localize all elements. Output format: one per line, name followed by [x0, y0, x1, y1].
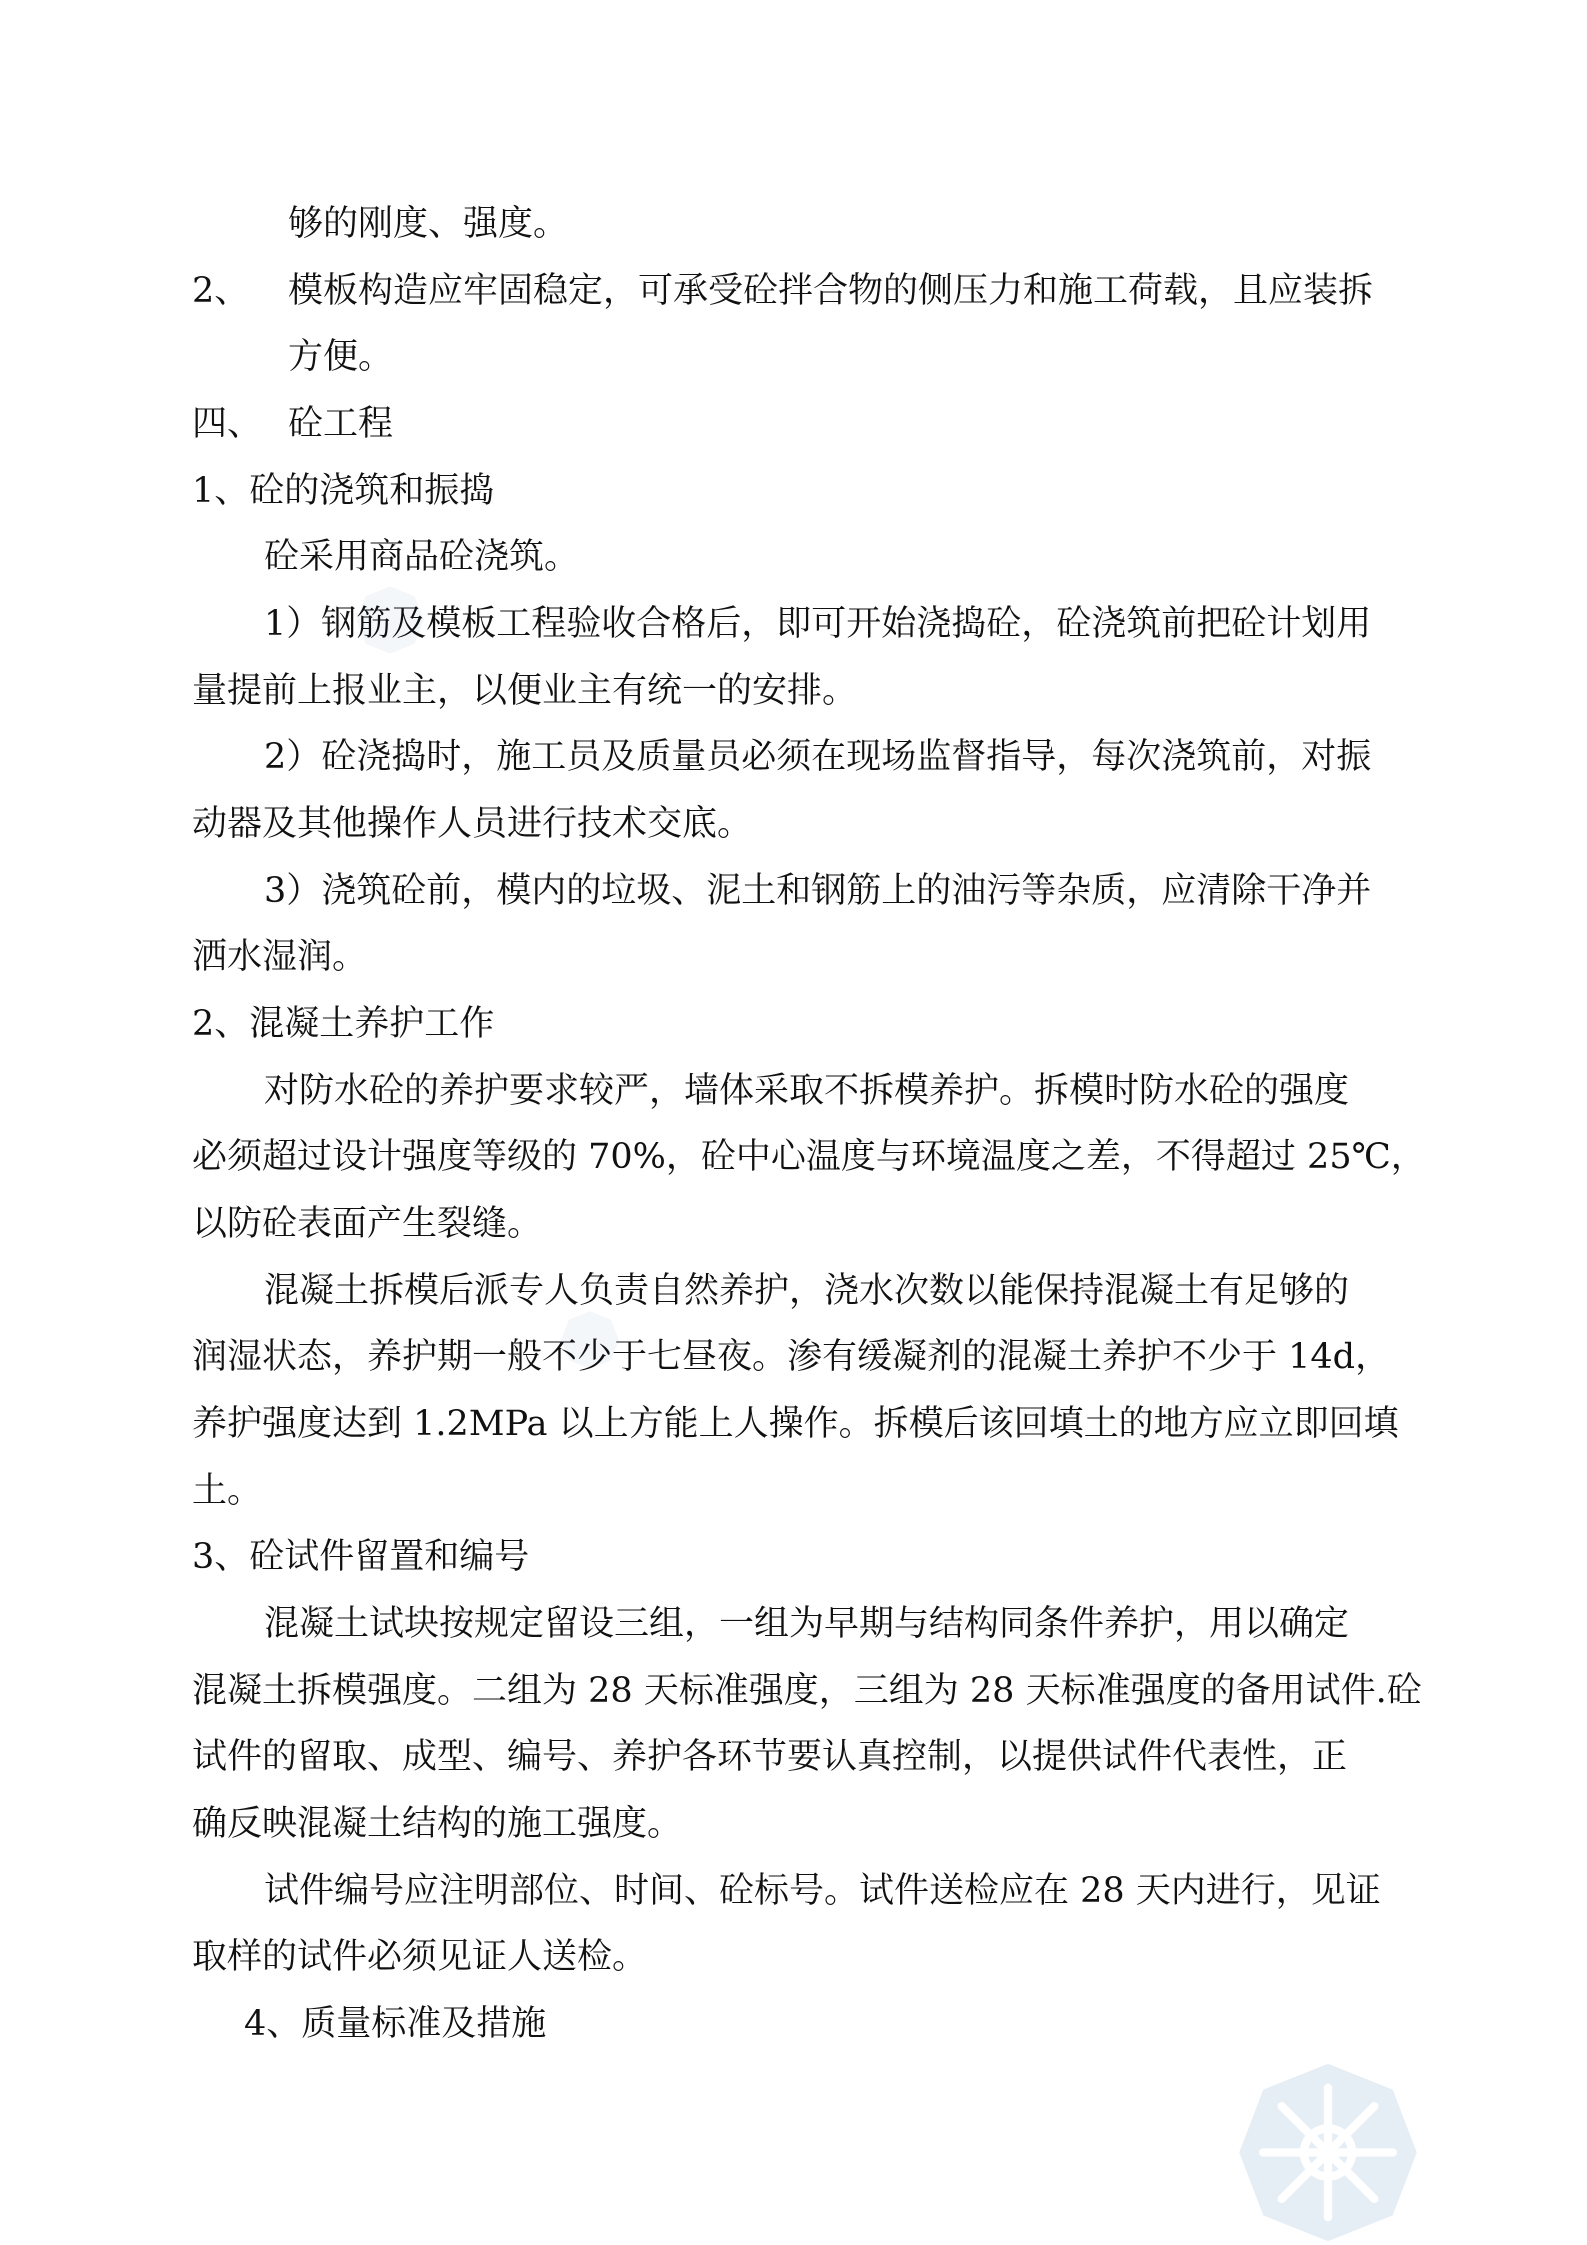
line-text: 对防水砼的养护要求较严，墙体采取不拆模养护。拆模时防水砼的强度 [264, 1071, 1350, 1111]
line-text: 2、混凝土养护工作 [192, 1004, 495, 1044]
line-text: 动器及其他操作人员进行技术交底。 [192, 804, 753, 844]
line-text: 必须超过设计强度等级的 70%，砼中心温度与环境温度之差，不得超过 25℃， [192, 1137, 1426, 1177]
line-text: 土。 [192, 1471, 263, 1511]
line-text: 2）砼浇捣时，施工员及质量员必须在现场监督指导，每次浇筑前，对振 [264, 737, 1372, 777]
line-text: 1）钢筋及模板工程验收合格后，即可开始浇捣砼，砼浇筑前把砼计划用 [264, 604, 1372, 644]
line-text: 养护强度达到 1.2MPa 以上方能上人操作。拆模后该回填土的地方应立即回填 [192, 1404, 1399, 1444]
watermark-logo-icon [1228, 2060, 1428, 2245]
line-text: 润湿状态，养护期一般不少于七昼夜。渗有缓凝剂的混凝土养护不少于 14d， [192, 1337, 1391, 1377]
line-text: 3、砼试件留置和编号 [192, 1537, 530, 1577]
line-text: 取样的试件必须见证人送检。 [192, 1937, 648, 1977]
line-text: 4、质量标准及措施 [244, 2004, 547, 2044]
item-number: 2、 [192, 271, 250, 311]
line-text: 确反映混凝土结构的施工强度。 [192, 1804, 683, 1844]
line-text: 砼采用商品砼浇筑。 [264, 537, 580, 577]
line-text: 试件编号应注明部位、时间、砼标号。试件送检应在 28 天内进行，见证 [264, 1871, 1381, 1911]
line-text: 试件的留取、成型、编号、养护各环节要认真控制，以提供试件代表性，正 [192, 1737, 1348, 1777]
line-text: 混凝土拆模强度。二组为 28 天标准强度，三组为 28 天标准强度的备用试件.砼 [192, 1671, 1422, 1711]
line-text: 以防砼表面产生裂缝。 [192, 1204, 543, 1244]
line-text: 洒水湿润。 [192, 937, 368, 977]
section-number: 四、 [192, 404, 263, 444]
line-text: 量提前上报业主，以便业主有统一的安排。 [192, 671, 858, 711]
line-text: 够的刚度、强度。 [288, 204, 569, 244]
line-text: 方便。 [288, 337, 394, 377]
line-text: 混凝土拆模后派专人负责自然养护，浇水次数以能保持混凝土有足够的 [264, 1271, 1350, 1311]
section-title: 砼工程 [288, 404, 394, 444]
line-text: 混凝土试块按规定留设三组，一组为早期与结构同条件养护，用以确定 [264, 1604, 1350, 1644]
line-text: 3）浇筑砼前，模内的垃圾、泥土和钢筋上的油污等杂质，应清除干净并 [264, 871, 1372, 911]
line-text: 1、砼的浇筑和振捣 [192, 471, 495, 511]
line-text: 模板构造应牢固稳定，可承受砼拌合物的侧压力和施工荷载，且应装拆 [288, 271, 1374, 311]
